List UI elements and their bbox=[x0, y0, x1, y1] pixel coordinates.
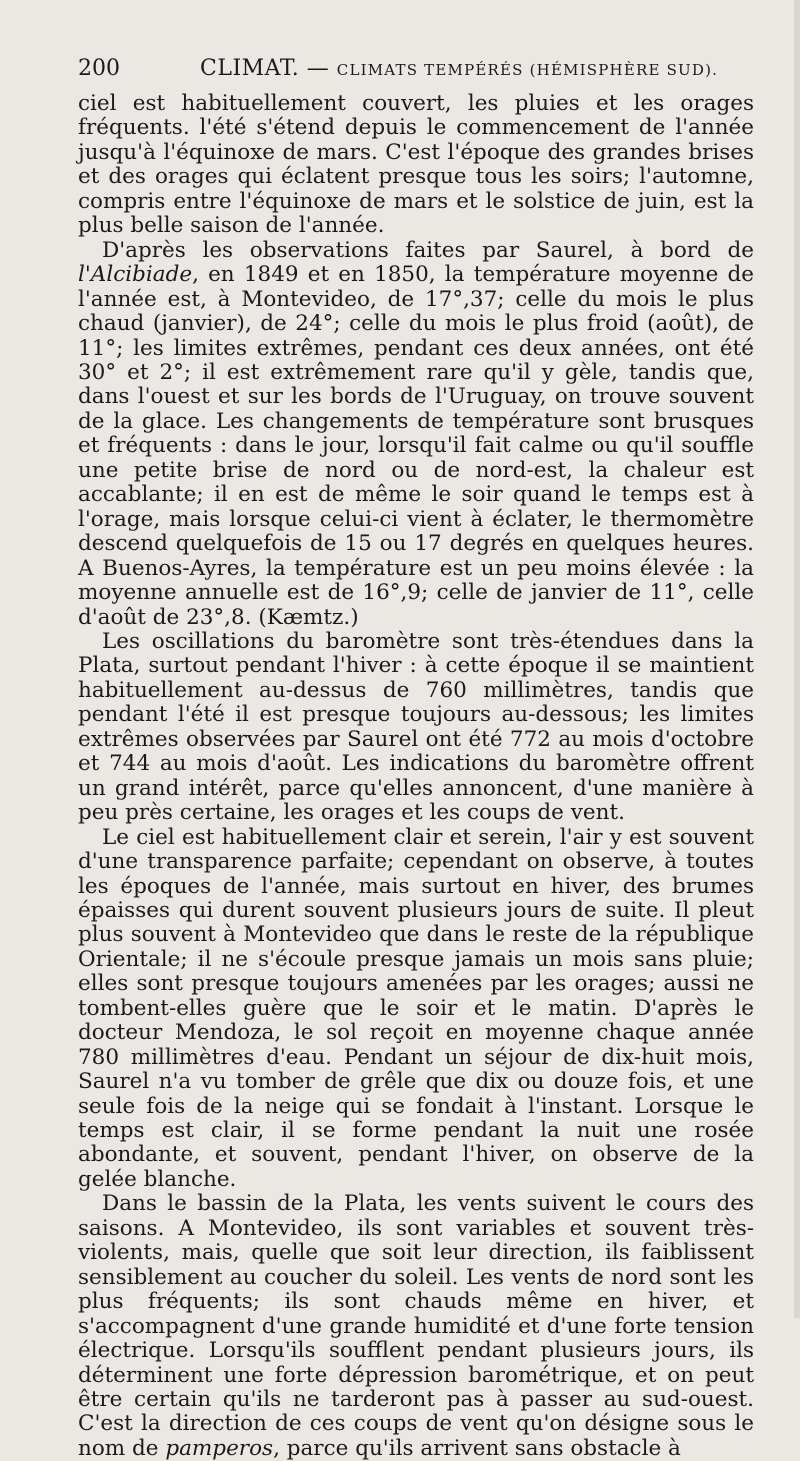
paragraph bbox=[78, 239, 754, 630]
section-subtitle: CLIMATS TEMPÉRÉS (HÉMISPHÈRE SUD). bbox=[336, 61, 719, 79]
paragraph-text: ciel est habituellement couvert, les pluies et les orages fréquents. l'été s'étend depuis le commencement de l'année jusqu'à l'équinoxe de mars. C'est l'époque des grandes brises et des orages qui éclatent presque tous les soirs; l'automne, compris entre l'équinoxe de mars et le solstice de juin, est la plus belle saison de l'année. bbox=[78, 91, 754, 239]
book-page bbox=[78, 56, 754, 1461]
body-text bbox=[78, 92, 754, 1461]
page-number: 200 bbox=[78, 56, 120, 81]
paragraph-text: , en 1849 et en 1850, la température moyenne de l'année est, à Montevideo, de 17°,37; celle du mois le plus chaud (janvier), de 24°; celle du mois le plus froid (août), de 11°; les limites extrêmes, pendant ces deux années, ont été 30° et 2°; il est extrêmement rare qu'il y gèle, tandis que, dans l'ouest et sur les bords de l'Uruguay, on trouve souvent de la glace. Les changements de température sont brusques et fréquents : dans le jour, lorsqu'il fait calme ou qu'il souffle une petite brise de nord ou de nord-est, la chaleur est accablante; il en est de même le soir quand le temps est à l'orage, mais lorsque celui-ci vient à éclater, le thermomètre descend quelquefois de 15 ou 17 degrés en quelques heures. A Buenos-Ayres, la température est un peu moins élevée : la moyenne annuelle est de 16°,9; celle de janvier de 11°, celle d'août de 23°,8. (Kæmtz.) bbox=[78, 262, 754, 630]
paragraph bbox=[78, 630, 754, 826]
paragraph bbox=[78, 92, 754, 239]
running-title bbox=[200, 56, 718, 81]
italic-text: pamperos bbox=[165, 1435, 274, 1461]
paragraph-text: Dans le bassin de la Plata, les vents suivent le cours des saisons. A Montevideo, ils sont variables et souvent très-violents, mais, quelle que soit leur direction, ils faiblissent sensiblement au coucher du soleil. Les vents de nord sont les plus fréquents; ils sont chauds même en hiver, et s'accompagnent d'une grande humidité et d'une forte tension électrique. Lorsqu'ils soufflent pendant plusieurs jours, ils déterminent une forte dépression barométrique, et on peut être certain qu'ils ne tarderont pas à passer au sud-ouest. C'est la direction de ces coups de vent qu'on désigne sous le nom de bbox=[78, 1191, 754, 1461]
paragraph bbox=[78, 826, 754, 1193]
page-edge bbox=[794, 0, 800, 1318]
paragraph-text: D'après les observations faites par Saurel, à bord de bbox=[102, 237, 754, 263]
italic-text: l'Alcibiade bbox=[78, 262, 193, 288]
paragraph-text: Le ciel est habituellement clair et serein, l'air y est souvent d'une transparence parfaite; cependant on observe, à toutes les époques de l'année, mais surtout en hiver, des brumes épaisses qui durent souvent plusieurs jours de suite. Il pleut plus souvent à Montevideo que dans le reste de la république Orientale; il ne s'écoule presque jamais un mois sans pluie; elles sont presque toujours amenées par les orages; aussi ne tombent-elles guère que le soir et le matin. D'après le docteur Mendoza, le sol reçoit en moyenne chaque année 780 millimètres d'eau. Pendant un séjour de dix-huit mois, Saurel n'a vu tomber de grêle que dix ou douze fois, et une seule fois de la neige qui se fondait à l'instant. Lorsque le temps est clair, il se forme pendant la nuit une rosée abondante, et souvent, pendant l'hiver, on observe de la gelée blanche. bbox=[78, 824, 754, 1192]
paragraph bbox=[78, 1192, 754, 1461]
paragraph-text: , parce qu'ils arrivent sans obstacle à bbox=[273, 1435, 681, 1461]
running-header bbox=[78, 56, 754, 92]
chapter-title: CLIMAT. bbox=[200, 56, 300, 81]
title-dash: — bbox=[306, 56, 330, 81]
paragraph-text: Les oscillations du baromètre sont très-étendues dans la Plata, surtout pendant l'hiver : à cette époque il se maintient habituellement au-dessus de 760 millimètres, tandis que pendant l'été il est presque toujours au-dessous; les limites extrêmes observées par Saurel ont été 772 au mois d'octobre et 744 au mois d'août. Les indications du baromètre offrent un grand intérêt, parce qu'elles annoncent, d'une manière à peu près certaine, les orages et les coups de vent. bbox=[78, 628, 754, 826]
